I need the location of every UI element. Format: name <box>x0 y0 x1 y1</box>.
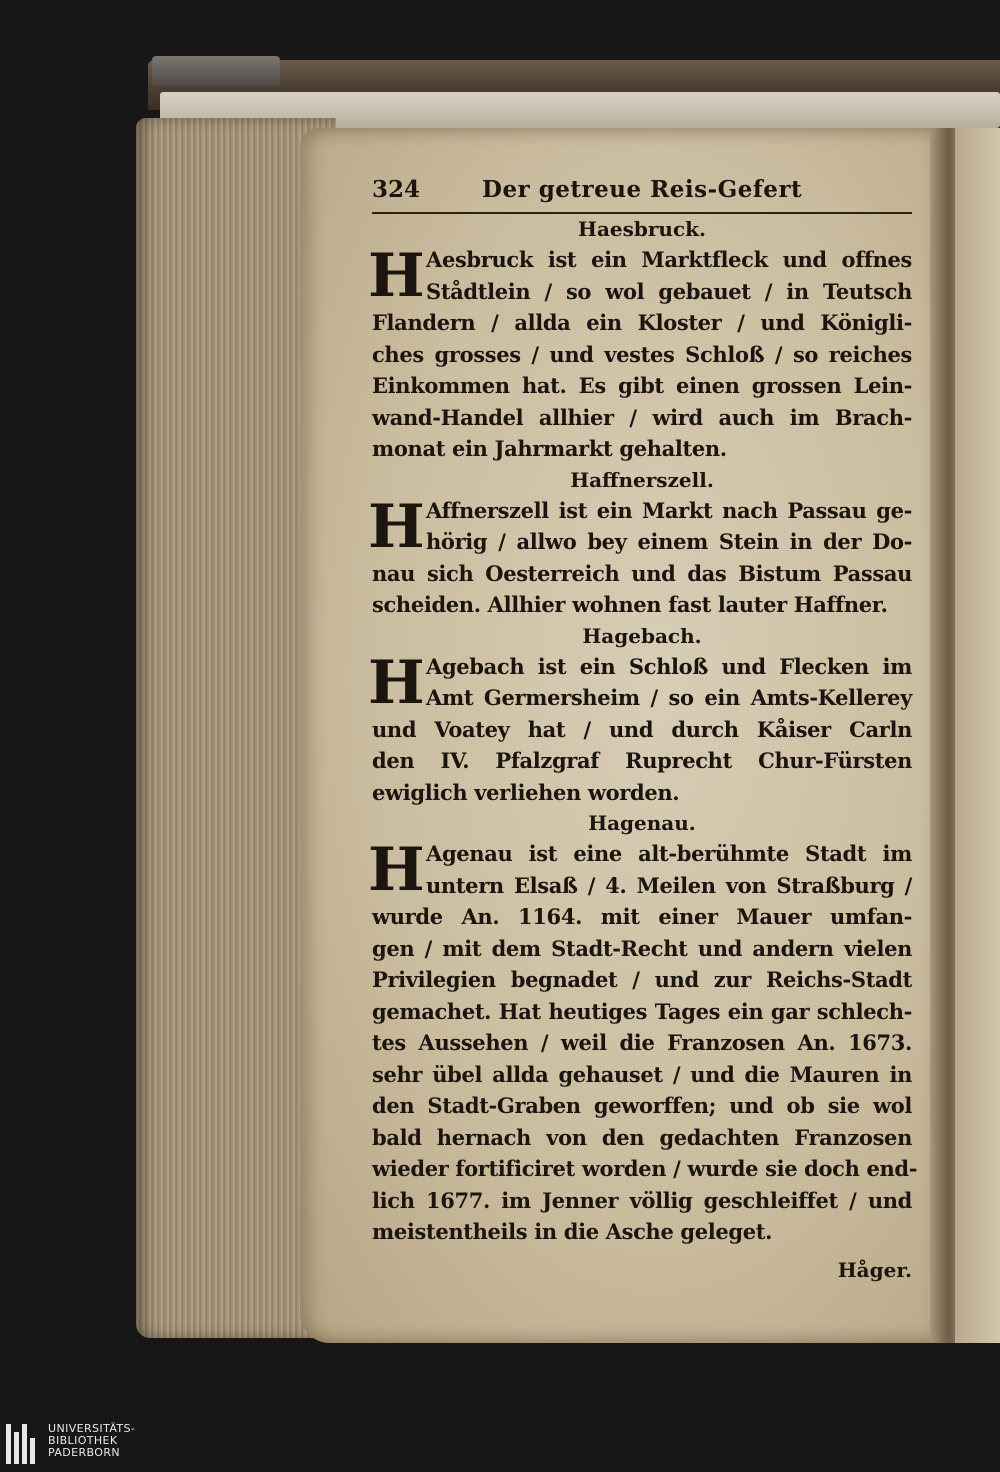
text-line: sehr übel allda gehauset / und die Mauren in <box>372 1061 912 1087</box>
text-line: hörig / allwo bey einem Stein in der Do- <box>426 529 912 554</box>
entry-heading: Haesbruck. <box>578 217 706 241</box>
entry-heading: Hagebach. <box>582 623 702 648</box>
text-line: Agenau ist eine alt-berühmte Stadt im <box>426 841 912 866</box>
text-line: gemachet. Hat heutiges Tages ein gar schlech- <box>372 998 912 1024</box>
entry-body <box>368 241 912 465</box>
library-logo-icon <box>0 1418 40 1464</box>
entry <box>368 465 912 621</box>
text-line: lich 1677. im Jenner völlig geschleiffet / und <box>372 1187 912 1213</box>
entry-body <box>368 647 912 809</box>
facing-page <box>955 128 1000 1343</box>
text-block <box>368 176 918 1282</box>
running-title: Der getreue Reis-Gefert <box>482 176 803 203</box>
entry-body <box>368 835 918 1248</box>
text-line: meistentheils in die Asche geleget. <box>372 1219 773 1244</box>
text-line: den IV. Pfalzgraf Ruprecht Chur-Fürsten <box>372 748 912 773</box>
text-line: wurde An. 1164. mit einer Mauer umfan- <box>372 904 912 929</box>
text-line: Einkommen hat. Es gibt einen grossen Lein- <box>372 373 912 398</box>
text-line: Flandern / allda ein Kloster / und Königli- <box>372 310 912 335</box>
entry-heading: Hagenau. <box>588 811 696 835</box>
text-line: und Voatey hat / und durch Kåiser Carln <box>372 716 912 742</box>
text-line: gen / mit dem Stadt-Recht und andern vielen <box>372 935 912 961</box>
drop-cap: H <box>368 835 425 905</box>
entry-heading: Haffnerszell. <box>570 467 714 492</box>
text-line: scheiden. Allhier wohnen fast lauter Haffner. <box>372 592 888 617</box>
entries <box>368 214 918 1248</box>
library-logo <box>0 1418 135 1464</box>
text-line: Stådtlein / so wol gebauet / in Teutsch <box>426 278 912 304</box>
entry <box>368 214 912 465</box>
text-line: ewiglich verliehen worden. <box>372 779 680 805</box>
text-line: ches grosses / und vestes Schloß / so reiches <box>372 341 912 367</box>
drop-cap: H <box>368 647 425 718</box>
page-number: 324 <box>372 176 421 203</box>
book-clasp <box>152 56 280 86</box>
text-line: Amt Germersheim / so ein Amts-Kellerey <box>426 685 912 710</box>
drop-cap: H <box>368 491 425 562</box>
text-line: tes Aussehen / weil die Franzosen An. 1673. <box>372 1030 912 1055</box>
text-line: untern Elsaß / 4. Meilen von Straßburg / <box>426 872 912 898</box>
text-line: wieder fortificiret worden / wurde sie doch end- <box>372 1156 918 1181</box>
running-head <box>372 176 912 214</box>
drop-cap: H <box>368 241 425 311</box>
text-line: bald hernach von den gedachten Franzosen <box>372 1124 912 1150</box>
text-line: den Stadt-Graben geworffen; und ob sie wol <box>372 1093 912 1118</box>
text-line: Agebach ist ein Schloß und Flecken im <box>426 653 912 679</box>
catchword: Håger. <box>837 1257 912 1282</box>
text-line: wand-Handel allhier / wird auch im Brach- <box>372 404 912 430</box>
library-logo-text: UNIVERSITÄTS- BIBLIOTHEK PADERBORN <box>48 1422 136 1459</box>
text-line: monat ein Jahrmarkt gehalten. <box>372 436 727 461</box>
entry <box>368 621 912 809</box>
text-line: Aesbruck ist ein Marktfleck und offnes <box>426 247 912 272</box>
text-line: nau sich Oesterreich und das Bistum Passau <box>372 560 912 586</box>
entry <box>368 808 918 1248</box>
text-line: Privilegien begnadet / und zur Reichs-Stadt <box>372 967 912 992</box>
text-line: Affnerszell ist ein Markt nach Passau ge- <box>426 497 912 523</box>
entry-body <box>368 491 912 621</box>
